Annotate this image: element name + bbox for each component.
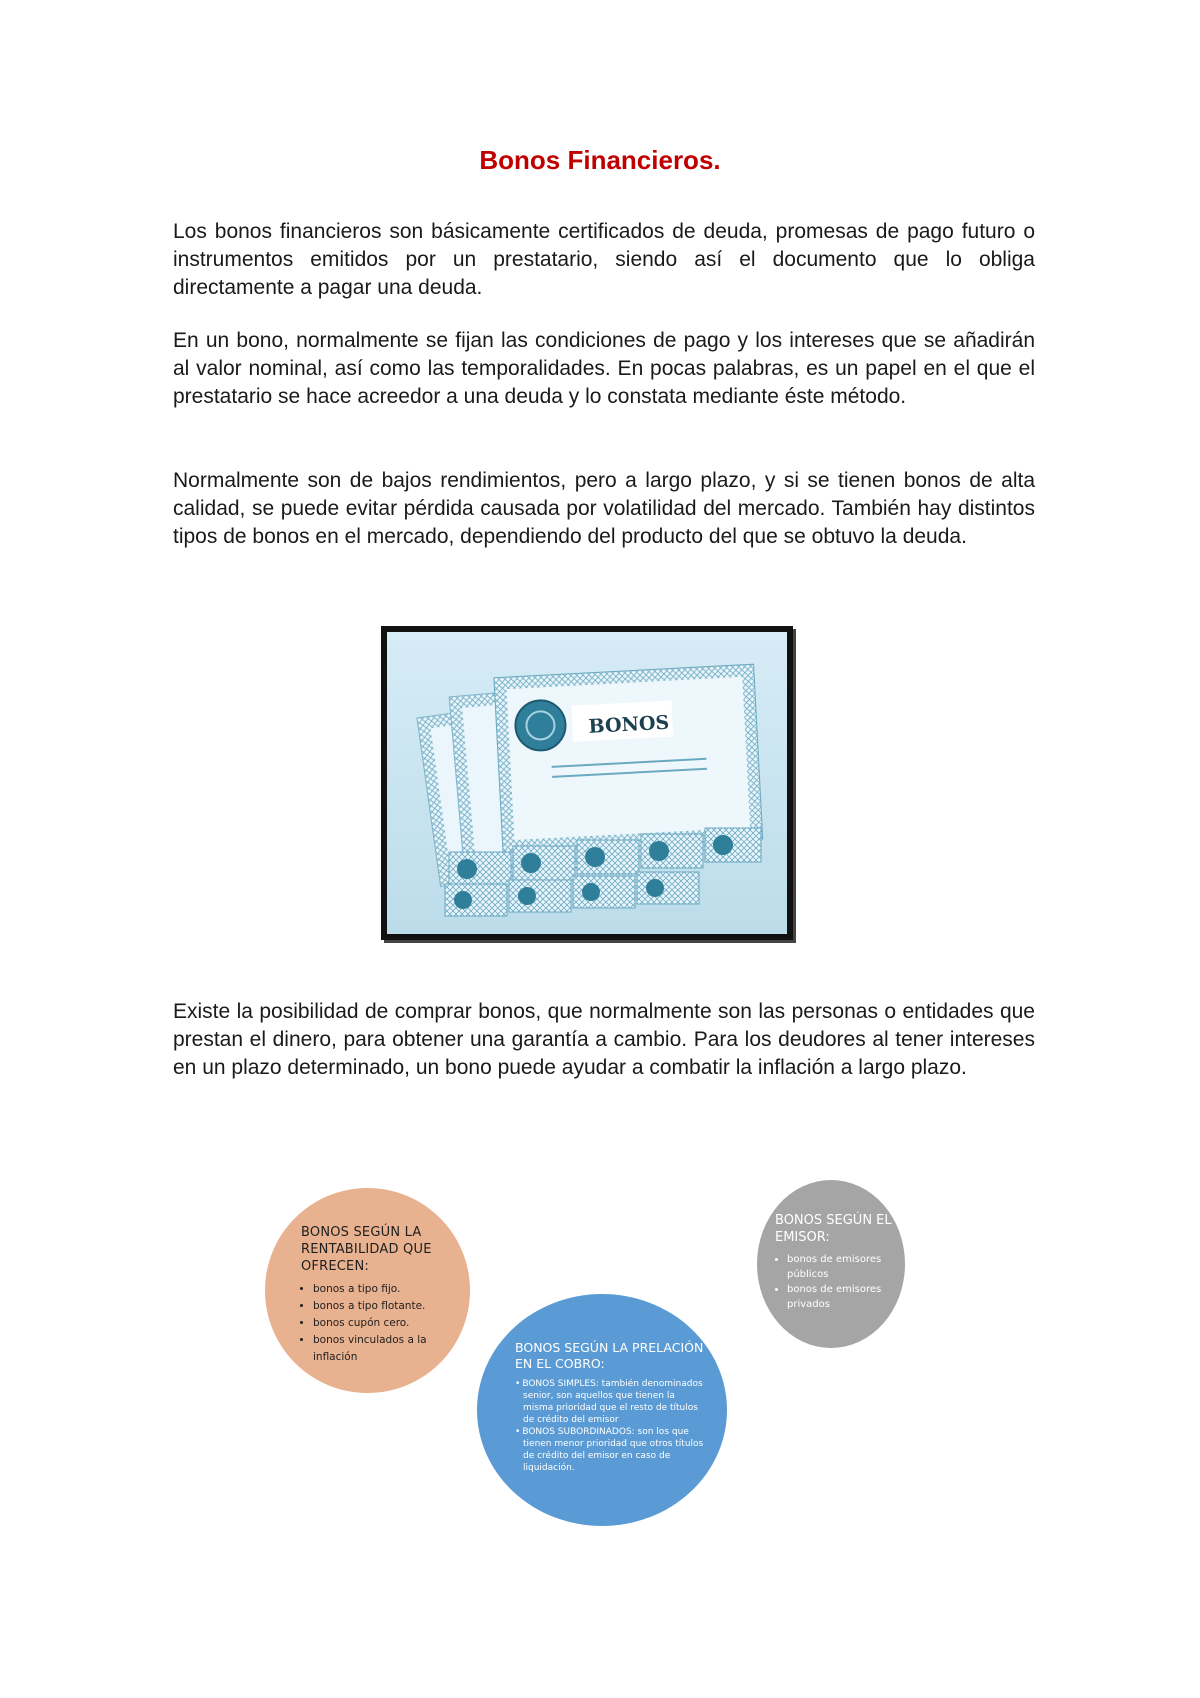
circle-rentabilidad-list: [301, 1281, 452, 1366]
list-item: • bonos de emisores públicos: [787, 1252, 895, 1282]
list-item: • bonos a tipo flotante.: [313, 1298, 452, 1315]
circle-emisor-list: [775, 1252, 895, 1312]
paragraph-buying: Existe la posibilidad de comprar bonos, que normalmente son las personas o entidades que prestan el dinero, para obtener una garantía a cambio. Para los deudores al tener intereses en un plazo determinado, un bono puede ayudar a combatir la inflación a largo plazo.: [173, 1000, 1035, 1079]
list-item: • bonos de emisores privados: [787, 1282, 895, 1312]
circle-rentabilidad-title: BONOS SEGÚN LA RENTABILIDAD QUE OFRECEN:: [301, 1225, 432, 1274]
bonds-illustration: [381, 626, 793, 940]
paragraph-conditions: En un bono, normalmente se fijan las condiciones de pago y los intereses que se añadirán al valor nominal, así como las temporalidades. En pocas palabras, es un papel en el que el prestatario se hace acreedor a una deuda y lo constata mediante éste método.: [173, 329, 1035, 408]
page-title: Bonos Financieros.: [479, 145, 721, 175]
circle-prelacion-title: BONOS SEGÚN LA PRELACIÓN EN EL COBRO:: [515, 1340, 704, 1371]
list-item: • bonos a tipo fijo.: [313, 1281, 452, 1298]
bonds-certificates-graphic: [387, 632, 787, 934]
list-item: • bonos cupón cero.: [313, 1315, 452, 1332]
circle-emisor: [757, 1180, 905, 1348]
circle-prelacion-list: [515, 1378, 705, 1474]
paragraph-definition: Los bonos financieros son básicamente certificados de deuda, promesas de pago futuro o instrumentos emitidos por un prestatario, siendo así el documento que lo obliga directamente a pagar una deuda.: [173, 220, 1035, 299]
circle-emisor-title: BONOS SEGÚN EL EMISOR:: [775, 1213, 892, 1245]
list-item: • bonos vinculados a la inflación: [313, 1332, 452, 1366]
circle-prelacion: [477, 1294, 727, 1526]
bonds-label: BONOS: [588, 711, 670, 738]
paragraph-returns: Normalmente son de bajos rendimientos, pero a largo plazo, y si se tienen bonos de alta calidad, se puede evitar pérdida causada por volatilidad del mercado. También hay distintos tipos de bonos en el mercado, dependiendo del producto del que se obtuvo la deuda.: [173, 469, 1035, 548]
circle-rentabilidad: [265, 1188, 470, 1393]
list-item: • BONOS SUBORDINADOS: son los que tienen menor prioridad que otros títulos de crédito del emisor en caso de liquidación.: [523, 1426, 705, 1474]
list-item: • BONOS SIMPLES: también denominados senior, son aquellos que tienen la misma prioridad que el resto de títulos de crédito del emisor: [523, 1378, 705, 1426]
